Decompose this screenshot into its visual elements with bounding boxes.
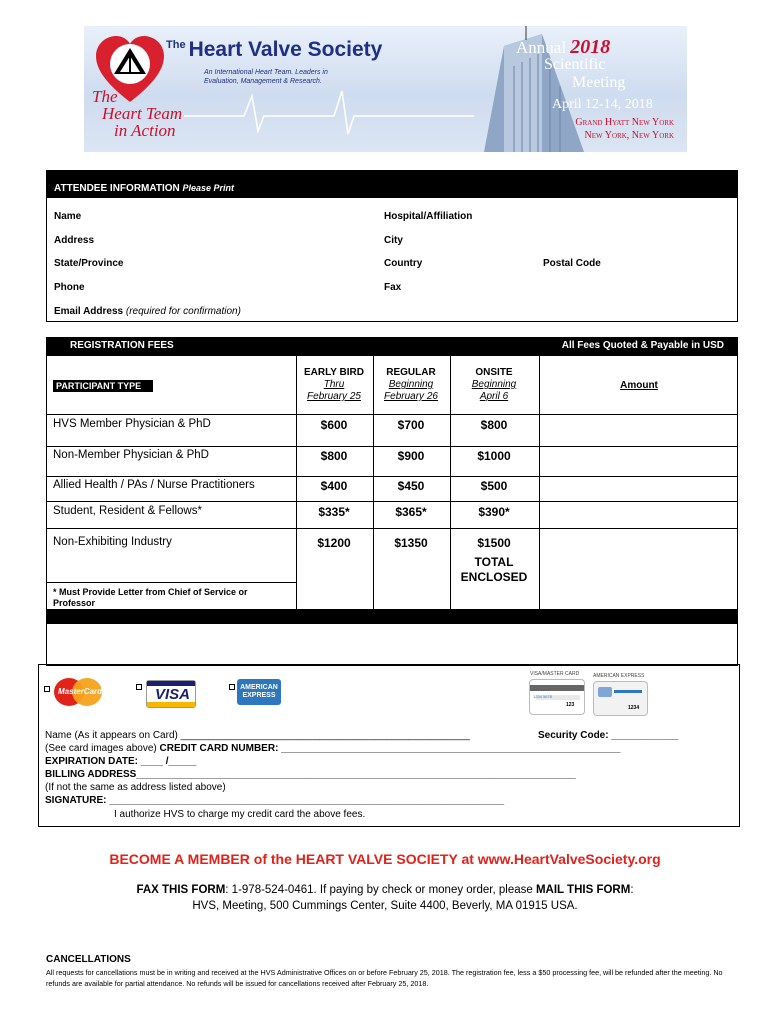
regular-price[interactable]: $365* (395, 505, 427, 519)
participant-type-label: Non-Member Physician & PhD (53, 449, 209, 461)
onsite-price[interactable]: $500 (480, 479, 508, 493)
attendee-section-header: ATTENDEE INFORMATION Please Print (46, 170, 738, 198)
section-divider (46, 610, 738, 624)
early-bird-column: EARLY BIRD Thru February 25 (303, 367, 364, 402)
meeting-title: Scientific Meeting (544, 56, 626, 91)
hospital-field[interactable]: Hospital/Affiliation (384, 211, 473, 222)
participant-type-header: PARTICIPANT TYPE (53, 380, 153, 392)
visa-mastercard-security-card (529, 679, 585, 715)
amex-security-card (593, 681, 648, 716)
onsite-price[interactable]: $1000 (477, 449, 511, 463)
heartbeat-line (184, 86, 474, 136)
student-letter-note: * Must Provide Letter from Chief of Service or Professor (53, 587, 248, 608)
billing-address-field[interactable]: BILLING ADDRESS_______________________________________________________________________________ (45, 769, 576, 780)
visa-checkbox[interactable] (136, 684, 142, 690)
meeting-dates: April 12-14, 2018 (552, 97, 653, 112)
early-bird-price[interactable]: $335* (318, 505, 350, 519)
early-bird-price[interactable]: $800 (320, 449, 348, 463)
mailing-address: HVS, Meeting, 500 Cummings Center, Suite 4400, Beverly, MA 01915 USA. (192, 900, 578, 912)
heart-team-slogan: The Heart Team in Action (92, 87, 183, 140)
regular-price[interactable]: $900 (397, 449, 425, 463)
cvv-sample: 123 (566, 702, 575, 708)
early-bird-price[interactable]: $600 (320, 418, 348, 432)
city-field[interactable]: City (384, 235, 403, 246)
country-field[interactable]: Country (384, 258, 423, 269)
regular-price[interactable]: $700 (397, 418, 425, 432)
signature-field[interactable]: SIGNATURE: _______________________________________________________________________ (45, 795, 505, 806)
annual-label: Annual 2018 (516, 36, 611, 58)
society-tagline: An International Heart Team. Leaders in Evaluation, Management & Research. (204, 69, 328, 85)
fax-mail-instructions: FAX THIS FORM: 1-978-524-0461. If paying by check or money order, please MAIL THIS FORM: HVS, Meeting, 500 Cummings Center, Suite 4400, Beverly, MA 01915 USA. (0, 882, 770, 914)
blank-box (46, 624, 738, 666)
fax-field[interactable]: Fax (384, 282, 402, 293)
onsite-price[interactable]: $390* (478, 505, 510, 519)
name-field[interactable]: Name (54, 211, 82, 222)
registration-fees-header: REGISTRATION FEES All Fees Quoted & Payable in USD (46, 337, 738, 356)
onsite-price[interactable]: $800 (480, 418, 508, 432)
billing-address-note: (If not the same as address listed above) (45, 782, 226, 793)
participant-type-label: Non-Exhibiting Industry (53, 536, 172, 548)
regular-column: REGULAR Beginning February 26 (384, 367, 438, 402)
visa-mastercard-caption: VISA/MASTER CARD (530, 671, 580, 677)
cvv-sample: 1234 (628, 705, 640, 711)
amex-logo: AMERICAN EXPRESS (237, 679, 281, 705)
email-field[interactable]: Email Address (required for confirmation) (54, 306, 241, 317)
early-bird-price[interactable]: $1200 (317, 536, 351, 550)
onsite-column: ONSITE Beginning April 6 (471, 367, 517, 402)
postal-code-field[interactable]: Postal Code (543, 258, 601, 269)
regular-price[interactable]: $1350 (394, 536, 428, 550)
visa-logo: VISA (146, 680, 196, 708)
phone-field[interactable]: Phone (54, 282, 85, 293)
amount-column: Amount (620, 380, 658, 391)
expiration-date-field[interactable]: EXPIRATION DATE: ____ /_____ (45, 756, 197, 767)
address-field[interactable]: Address (54, 235, 95, 246)
participant-type-label: Student, Resident & Fellows* (53, 505, 202, 517)
meeting-venue: Grand Hyatt New York New York, New York (575, 117, 674, 141)
participant-type-label: Allied Health / PAs / Nurse Practitioners (53, 479, 255, 491)
mastercard-checkbox[interactable] (44, 686, 50, 692)
state-field[interactable]: State/Province (54, 258, 124, 269)
total-enclosed-label: TOTAL ENCLOSED (460, 555, 528, 584)
membership-cta[interactable]: BECOME A MEMBER of the HEART VALVE SOCIETY at www.HeartValveSociety.org (109, 851, 661, 867)
amex-checkbox[interactable] (229, 684, 235, 690)
card-number-sample: 1234 5678 (533, 694, 552, 699)
mastercard-logo: MasterCard (54, 678, 102, 706)
amex-caption: AMERICAN EXPRESS (593, 673, 645, 679)
participant-type-label: HVS Member Physician & PhD (53, 418, 211, 430)
event-banner (84, 26, 687, 152)
cancellations-heading: CANCELLATIONS (46, 954, 131, 965)
security-code-field[interactable]: Security Code: ____________ (538, 730, 679, 741)
cancellations-policy: All requests for cancellations must be in writing and received at the HVS Administrative Offices on or before February 25, 2018. The registration fee, less a $50 processing fee, will be refunded after the meeting. No refunds are available for partial attendance. No refunds will be issued for cancellations received after February 25, 2018. (46, 968, 723, 988)
meeting-year: 2018 (570, 36, 611, 58)
cardholder-name-field[interactable]: Name (As it appears on Card) ____________________________________________________ (45, 730, 470, 741)
authorization-text: I authorize HVS to charge my credit card the above fees. (114, 809, 366, 820)
early-bird-price[interactable]: $400 (320, 479, 348, 493)
credit-card-number-field[interactable]: (See card images above) CREDIT CARD NUMBER: _____________________________________________________________ (45, 743, 621, 754)
regular-price[interactable]: $450 (397, 479, 425, 493)
society-name: $^{The}$ Heart Valve Society (166, 38, 383, 61)
onsite-price[interactable]: $1500 (477, 536, 511, 550)
